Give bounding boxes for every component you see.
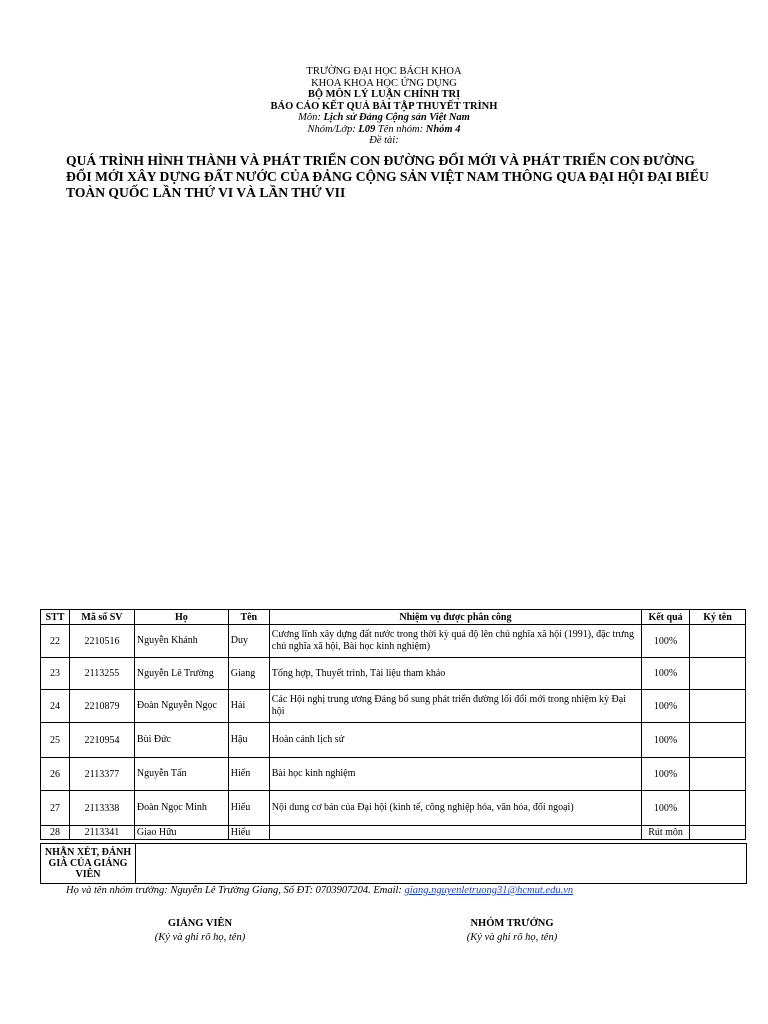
col-result: Kết quả (642, 610, 690, 625)
report-title: BÁO CÁO KẾT QUẢ BÀI TẬP THUYẾT TRÌNH (270, 100, 498, 112)
subject-line (0, 112, 768, 124)
cell-sign (690, 791, 746, 826)
table-row (41, 791, 746, 826)
cell-ho: Bùi Đức (134, 723, 228, 758)
leader-signature-note: (Ký và ghi rõ họ, tên) (466, 932, 558, 943)
topic-label: Đề tài: (369, 135, 399, 146)
cell-stt: 23 (41, 658, 70, 690)
table-row (41, 758, 746, 791)
teacher-signature-title: GIẢNG VIÊN (167, 918, 233, 929)
col-task: Nhiệm vụ được phân công (269, 610, 641, 625)
cell-ho: Đoàn Ngọc Minh (134, 791, 228, 826)
leader-signature (424, 917, 600, 945)
col-sign: Ký tên (690, 610, 746, 625)
cell-ten: Hiếu (228, 791, 269, 826)
cell-ho: Nguyễn Khánh (134, 625, 228, 658)
cell-mssv: 2113341 (69, 826, 134, 840)
cell-task: Tổng hợp, Thuyết trình, Tài liệu tham khảo (269, 658, 641, 690)
class-label: Nhóm/Lớp: (307, 123, 356, 135)
col-ten: Tên (228, 610, 269, 625)
table-header-row (41, 610, 746, 625)
faculty-name: KHOA KHOA HỌC ỨNG DỤNG (311, 77, 457, 89)
cell-sign (690, 690, 746, 723)
subject-value: Lịch sử Đảng Cộng sản Việt Nam (323, 112, 470, 123)
school-name: TRƯỜNG ĐẠI HỌC BÁCH KHOA (306, 66, 462, 77)
cell-mssv: 2113255 (69, 658, 134, 690)
cell-sign (690, 625, 746, 658)
class-line (0, 124, 768, 136)
members-table (40, 609, 746, 840)
cell-sign (690, 723, 746, 758)
cell-task: Các Hội nghị trung ương Đảng bổ sung phát triển đường lối đổi mới trong nhiệm kỳ Đại hội (269, 690, 641, 723)
cell-result: 100% (642, 658, 690, 690)
cell-mssv: 2210954 (69, 723, 134, 758)
cell-task: Hoàn cảnh lịch sử (269, 723, 641, 758)
teacher-comment-box (40, 843, 747, 884)
cell-sign (690, 758, 746, 791)
cell-stt: 26 (41, 758, 70, 791)
class-value: L09 (358, 123, 376, 135)
table-row (41, 658, 746, 690)
group-value: Nhóm 4 (425, 123, 461, 135)
teacher-comment-area (136, 844, 746, 883)
cell-stt: 24 (41, 690, 70, 723)
cell-ten: Hiếu (228, 826, 269, 840)
cell-stt: 28 (41, 826, 70, 840)
subject-label: Môn: (298, 112, 321, 123)
leader-signature-title: NHÓM TRƯỞNG (470, 918, 554, 929)
cell-ten: Duy (228, 625, 269, 658)
group-leader-text: Họ và tên nhóm trưởng: Nguyễn Lê Trường Giang, Số ĐT: 0703907204. Email: (66, 885, 402, 896)
document-header (0, 66, 768, 147)
cell-task (269, 826, 641, 840)
cell-task: Bài học kinh nghiệm (269, 758, 641, 791)
cell-ten: Hậu (228, 723, 269, 758)
teacher-signature (112, 917, 288, 945)
cell-result: 100% (642, 625, 690, 658)
cell-mssv: 2113338 (69, 791, 134, 826)
cell-stt: 22 (41, 625, 70, 658)
col-ho: Họ (134, 610, 228, 625)
department-name: BỘ MÔN LÝ LUẬN CHÍNH TRỊ (307, 89, 461, 100)
cell-ten: Hiến (228, 758, 269, 791)
group-leader-email-link[interactable]: giang.nguyenletruong31@hcmut.edu.vn (404, 885, 574, 896)
cell-task: Nội dung cơ bản của Đại hội (kinh tế, công nghiệp hóa, văn hóa, đối ngoại) (269, 791, 641, 826)
teacher-signature-note: (Ký và ghi rõ họ, tên) (154, 932, 246, 943)
cell-mssv: 2210879 (69, 690, 134, 723)
cell-stt: 25 (41, 723, 70, 758)
teacher-comment-label: NHẬN XÉT, ĐÁNH GIÁ CỦA GIẢNG VIÊN (41, 844, 136, 883)
cell-ten: Giang (228, 658, 269, 690)
group-leader-line (66, 885, 573, 896)
table-row (41, 690, 746, 723)
cell-result: Rút môn (642, 826, 690, 840)
cell-ho: Nguyễn Tấn (134, 758, 228, 791)
cell-sign (690, 658, 746, 690)
cell-ho: Nguyễn Lê Trường (134, 658, 228, 690)
cell-mssv: 2113377 (69, 758, 134, 791)
cell-ho: Đoàn Nguyễn Ngọc (134, 690, 228, 723)
cell-mssv: 2210516 (69, 625, 134, 658)
cell-result: 100% (642, 791, 690, 826)
cell-result: 100% (642, 690, 690, 723)
col-stt: STT (41, 610, 70, 625)
cell-task: Cương lĩnh xây dựng đất nước trong thời kỳ quá độ lên chủ nghĩa xã hội (1991), đặc trưng chủ nghĩa xã hội, Bài học kinh nghiệm) (269, 625, 641, 658)
topic-title: QUÁ TRÌNH HÌNH THÀNH VÀ PHÁT TRIỂN CON ĐƯỜNG ĐỔI MỚI VÀ PHÁT TRIỂN CON ĐƯỜNG ĐỔI MỚI XÂY DỰNG ĐẤT NƯỚC CỦA ĐẢNG CỘNG SẢN VIỆT NAM THÔNG QUA ĐẠI HỘI ĐẠI BIỂU TOÀN QUỐC LẦN THỨ VI VÀ LẦN THỨ VII (66, 153, 709, 200)
cell-result: 100% (642, 723, 690, 758)
group-label: Tên nhóm: (377, 123, 424, 135)
cell-ho: Giao Hữu (134, 826, 228, 840)
table-row (41, 625, 746, 658)
table-row (41, 826, 746, 840)
cell-result: 100% (642, 758, 690, 791)
cell-sign (690, 826, 746, 840)
col-mssv: Mã số SV (69, 610, 134, 625)
cell-stt: 27 (41, 791, 70, 826)
table-row (41, 723, 746, 758)
cell-ten: Hải (228, 690, 269, 723)
